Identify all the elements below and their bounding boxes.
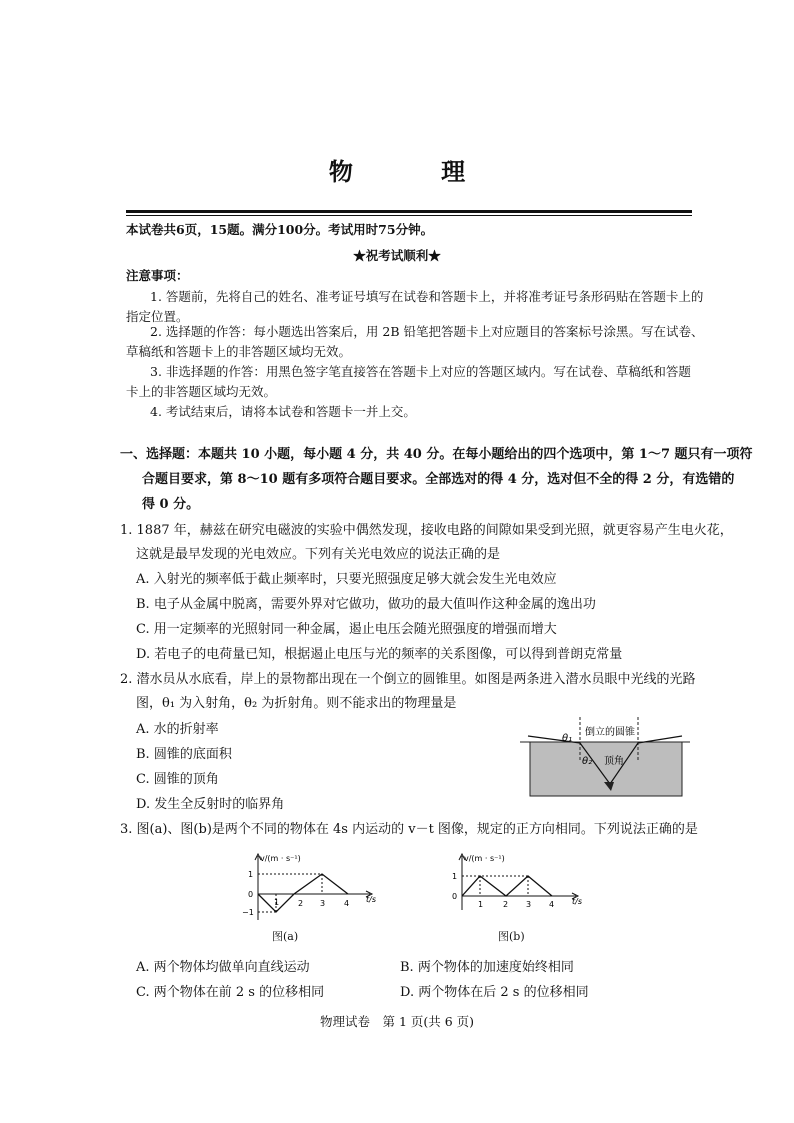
question-2-option-a: A. 水的折射率 <box>136 722 219 737</box>
question-1-stem: 1. 1887 年，赫兹在研究电磁波的实验中偶然发现，接收电路的间隙如果受到光照，就更容易产生电火花， <box>120 523 733 538</box>
question-2-option-d: D. 发生全反射时的临界角 <box>136 797 285 812</box>
y-axis-label: v/(m · s⁻¹) <box>260 854 301 863</box>
graph-a-caption: 图(a) <box>272 930 299 943</box>
theta2-label: θ₂ <box>582 756 593 767</box>
question-1-stem: 这就是最早发现的光电效应。下列有关光电效应的说法正确的是 <box>136 547 501 562</box>
x-tick: 2 <box>503 900 509 909</box>
note-line: 卡上的非答题区域均无效。 <box>126 384 277 399</box>
apex-label: 顶角 <box>604 756 624 767</box>
y-tick: 0 <box>248 890 254 899</box>
question-2-stem: 2. 潜水员从水底看，岸上的景物都出现在一个倒立的圆锥里。如图是两条进入潜水员眼中光线的光路 <box>120 672 696 687</box>
water-region <box>530 742 682 796</box>
question-2-stem: 图，θ₁ 为入射角，θ₂ 为折射角。则不能求出的物理量是 <box>136 696 457 711</box>
notes-heading: 注意事项： <box>126 268 189 283</box>
graph-b-caption: 图(b) <box>498 930 525 943</box>
section-heading: 一、选择题：本题共 10 小题，每小题 4 分，共 40 分。在每小题给出的四个选项中，第 1～7 题只有一项符 <box>120 447 753 462</box>
note-line: 3. 非选择题的作答：用黑色签字笔直接答在答题卡上对应的答题区域内。写在试卷、草稿纸和答题 <box>150 364 691 379</box>
header-rule <box>126 210 692 213</box>
question-3-stem: 3. 图(a)、图(b)是两个不同的物体在 4s 内运动的 v－t 图像，规定的正方向相同。下列说法正确的是 <box>120 822 698 837</box>
question-1-option-b: B. 电子从金属中脱离，需要外界对它做功，做功的最大值叫作这种金属的逸出功 <box>136 597 596 612</box>
question-2-option-c: C. 圆锥的顶角 <box>136 772 219 787</box>
exam-wish: ★祝考试顺利★ <box>353 248 441 263</box>
y-tick: 1 <box>248 870 254 879</box>
question-3-option-b: B. 两个物体的加速度始终相同 <box>400 960 574 975</box>
header-rule-thin <box>126 215 692 216</box>
x-axis-label: t/s <box>366 895 376 904</box>
question-2-option-b: B. 圆锥的底面积 <box>136 747 232 762</box>
y-tick: −1 <box>242 908 254 917</box>
note-line: 4. 考试结束后，请将本试卷和答题卡一并上交。 <box>150 404 416 419</box>
x-tick: 3 <box>526 900 532 909</box>
x-tick: 1 <box>274 898 280 907</box>
x-tick: 4 <box>344 899 350 908</box>
y-axis-label: v/(m · s⁻¹) <box>464 854 505 863</box>
question-3-option-a: A. 两个物体均做单向直线运动 <box>136 960 310 975</box>
exam-intro: 本试卷共6页，15题。满分100分。考试用时75分钟。 <box>126 222 434 237</box>
page-title: 物 理 <box>328 157 506 186</box>
x-axis-label: t/s <box>572 897 582 906</box>
note-line: 2. 选择题的作答：每小题选出答案后，用 2B 铅笔把答题卡上对应题目的答案标号涂黑。写在试卷、 <box>150 324 704 339</box>
y-tick: 1 <box>452 872 458 881</box>
x-tick: 3 <box>320 899 326 908</box>
series-line-b <box>462 876 552 896</box>
vt-graph-b <box>442 850 592 925</box>
note-line: 指定位置。 <box>126 309 189 324</box>
theta1-label: θ₁ <box>562 733 573 744</box>
section-heading-line: 得 0 分。 <box>142 497 200 512</box>
x-tick: 1 <box>478 900 484 909</box>
x-tick: 2 <box>298 899 304 908</box>
question-3-option-c: C. 两个物体在前 2 s 的位移相同 <box>136 985 325 1000</box>
question-1-option-d: D. 若电子的电荷量已知，根据遏止电压与光的频率的关系图像，可以得到普朗克常量 <box>136 647 623 662</box>
note-line: 草稿纸和答题卡上的非答题区域均无效。 <box>126 344 352 359</box>
question-1-option-a: A. 入射光的频率低于截止频率时，只要光照强度足够大就会发生光电效应 <box>136 572 557 587</box>
question-1-option-c: C. 用一定频率的光照射同一种金属，遏止电压会随光照强度的增强而增大 <box>136 622 557 637</box>
question-3-option-d: D. 两个物体在后 2 s 的位移相同 <box>400 985 589 1000</box>
note-line: 1. 答题前，先将自己的姓名、准考证号填写在试卷和答题卡上，并将准考证号条形码贴在答题卡上的 <box>150 289 704 304</box>
vt-graph-a <box>238 850 388 925</box>
section-heading-line: 合题目要求，第 8～10 题有多项符合题目要求。全部选对的得 4 分，选对但不全的得 2 分，有选错的 <box>142 472 735 487</box>
y-tick: 0 <box>452 892 458 901</box>
page-footer: 物理试卷 第 1 页(共 6 页) <box>319 1014 475 1029</box>
x-tick: 4 <box>549 900 555 909</box>
cone-label: 倒立的圆锥 <box>585 727 635 738</box>
refraction-diagram <box>520 712 690 800</box>
